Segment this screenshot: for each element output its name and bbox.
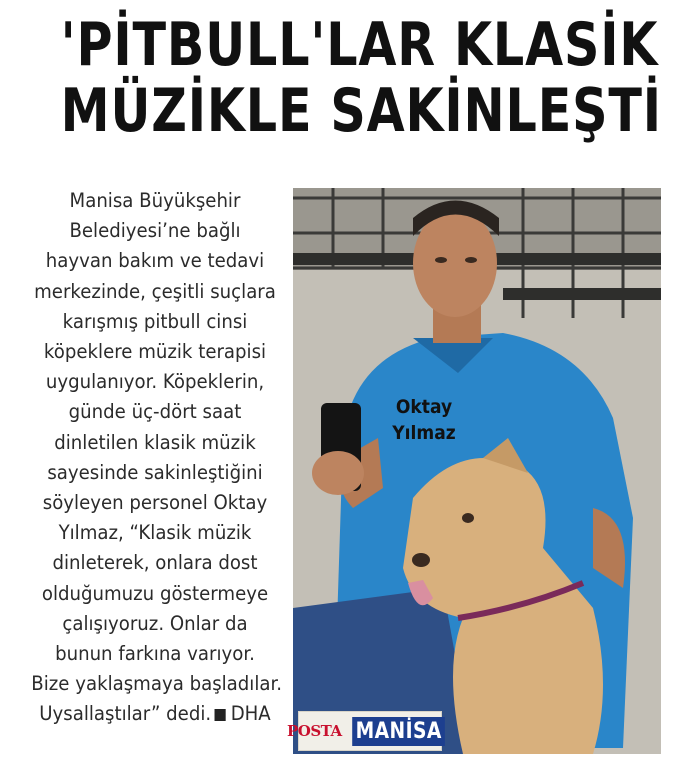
body-line: karışmış pitbull cinsi: [62, 309, 248, 333]
posta-wordmark: POSTA: [286, 722, 342, 740]
body-line: Manisa Büyükşehir: [69, 189, 241, 212]
body-line: söyleyen personel Oktay: [42, 491, 268, 515]
headline-line-1: 'PİTBULL'LAR KLASİK: [60, 10, 659, 80]
manisa-wordmark: MANİSA: [352, 717, 445, 746]
headline-line-2: MÜZİKLE SAKİNLEŞTİ: [60, 76, 662, 146]
body-line: hayvan bakım ve tedavi: [45, 249, 265, 273]
body-line: sayesinde sakinleştiğini: [47, 460, 263, 484]
body-line: Bize yaklaşmaya başladılar.: [31, 672, 283, 696]
body-line: bunun farkına varıyor.: [55, 642, 255, 666]
body-line-last: [31, 699, 278, 729]
article-photo: [293, 188, 661, 754]
body-line: Belediyesi’ne bağlı: [69, 219, 241, 243]
body-line: dinletilen klasik müzik: [54, 430, 256, 454]
caption-first-name: Oktay: [395, 396, 453, 418]
body-line: olduğumuzu göstermeye: [41, 581, 269, 605]
photo-illustration: [293, 188, 661, 754]
caption-last-name: Yılmaz: [392, 422, 456, 444]
posta-manisa-logo: [286, 711, 442, 751]
body-line: merkezinde, çeşitli suçlara: [34, 279, 276, 303]
body-line: dinleterek, onlara dost: [52, 551, 258, 575]
body-line: çalışıyoruz. Onlar da: [62, 611, 248, 635]
credit-label: DHA: [230, 702, 271, 726]
article-body: [22, 186, 288, 730]
body-line: köpeklere müzik terapisi: [43, 340, 267, 364]
body-line: uygulanıyor. Köpeklerin,: [45, 370, 265, 394]
photo-caption: [381, 394, 467, 446]
body-line-text: Uysallaştılar” dedi.: [39, 702, 212, 726]
body-line: günde üç-dört saat: [68, 400, 242, 424]
body-line: Yılmaz, “Klasik müzik: [58, 521, 252, 545]
headline: [60, 10, 662, 146]
credit-square-icon: [215, 709, 226, 721]
